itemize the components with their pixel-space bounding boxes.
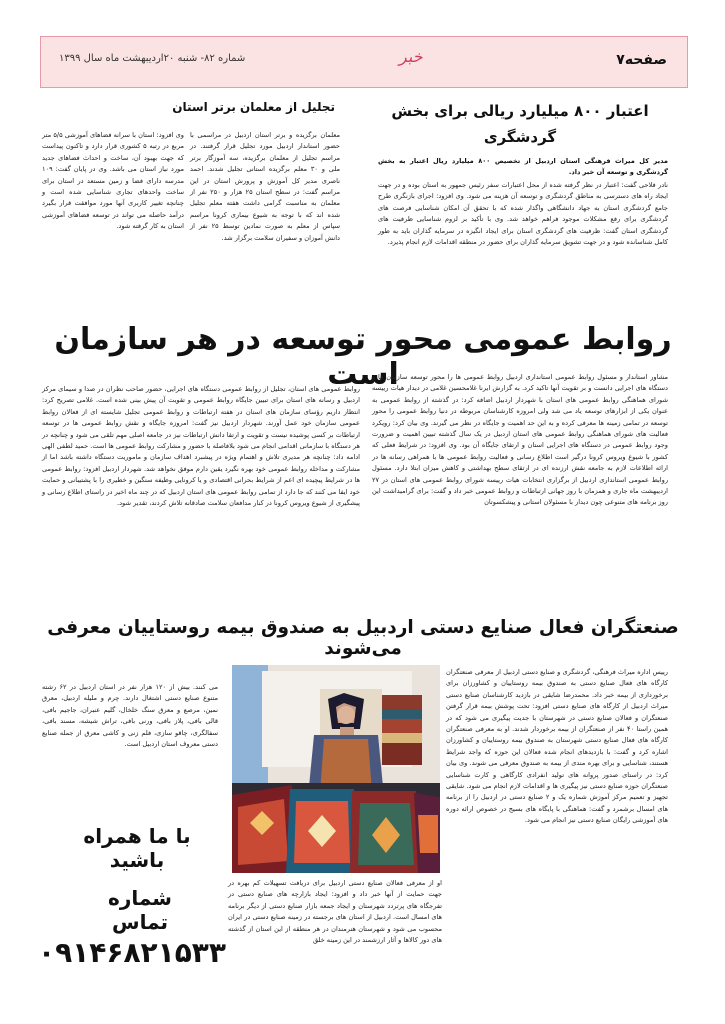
brand-logo: خبر [399,47,423,66]
headline-public-relations: روابط عمومی محور توسعه در هر سازمان است [54,322,672,392]
article-tourism-body: نادر فلاحی گفت: اعتبار در نظر گرفته شده از محل اعتبارات سفر رئیس جمهور به استان بوده و در جهت ایجاد راه های دسترسی به مناطق گردشگری و توسعه آن هزینه می شود. وی افزود: اجرای بازنگری طرح جامع گردشگری استان به جهاد دانشگاهی واگذار شده که با تحقق آن امکان شناسایی فرصت های گردشگری برای رفع مشکلات موجود فراهم خواهد شد. وی با تأکید بر لزوم شناسایی ظرفیت های گردشگری استان گفت: ظرفیت های گردشگری استان برای ایجاد انگیزه در سرمایه گذاران باید به طور کامل شناسانده شود و در جهت تشویق سرمایه گذاران برای حضور در منطقه اقدامات لازم انجام پذیرد. [378,181,668,247]
article-teachers-column-2: وی افزود: استان با سرانه فضاهای آموزشی ۵/۵ متر مربع در رتبه ۵ کشوری قرار دارد و تاکنون پیداست که جهت بهبود آن، ساخت و احداث فضاهای جدید مورد نیاز استان می باشد. وی در پایان گفت: ۱۰۹ مدرسه دارای فضا و زمین مستعد در استان برای ساخت واحدهای تجاری شناسایی شده است و چنانچه تغییر کاربری آنها مورد موافقت قرار بگیرد درآمد حاصله می تواند در توسعه فضاهای آموزشی استان به کار گرفته شود. [42,131,184,231]
article-pr-column-1: مشاور استاندار و مسئول روابط عمومی استانداری اردبیل روابط عمومی ها را محور توسعه سازمان ها و دستگاه های اجرایی دانست و بر تقویت آنها تاکید کرد. به گزارش ایرنا غلامحسین غلامی در دیدار هیات رییسه شورای هماهنگی روابط عمومی های استان با شهردار اردبیل اضافه کرد: در گذشته از روابط عمومی به عنوان یکی از ابزارهای توسعه یاد می شد ولی امروزه کارشناسان مربوطه در دنیا روابط عمومی را محور توسعه در تمامی زمینه ها معرفی کرده و به این حد اهمیت و جایگاه در نظر می گیرند. وی بیان کرد: رویکرد فعالیت های شورای هماهنگی روابط عمومی های استان اردبیل در یک سال گذشته تبیین اهمیت و ضرورت وجود روابط عمومی در دستگاه های اجرایی استان و ارتقای جایگاه آن بود. وی افزود: در شرایط فعلی که کشور با شیوع ویروس کرونا درگیر است اطلاع رسانی و فعالیت روابط عمومی ها با همراهی رسانه ها در ارائه اطلاعات لازم به جامعه نقش ارزنده ای در ارتقای سطح بهداشتی و کاهش میزان ابتلا دارد. مسئول روابط عمومی استانداری اردبیل از برگزاری انتخابات هیات رییسه شورای روابط عمومی های استان در ۲۷ اردیبهشت ماه جاری و همزمان با روز جهانی ارتباطات و روابط عمومی خبر داد و گفت: برای گرامیداشت این روز برنامه های متنوعی چون دیدار با مسئولان استانی و پیشکسوتان [372,373,668,507]
contact-phone-number: ۰۹۱۴۶۸۲۱۵۳۳ [38,936,226,969]
page-number: صفحه۷ [616,52,667,68]
article-teachers-column-1: معلمان برگزیده و برتر استان اردبیل در مراسمی با حضور استاندار اردبیل مورد تجلیل قرار گرفتند. در مراسم تجلیل از معلمان برگزیده، سه آموزگار برتر ملی و ۳۰ معلم برگزیده استانی تجلیل شدند. احمد ناصری مدیر کل آموزش و پرورش استان در این مراسم گفت: در سطح استان ۲۵ هزار و ۲۵۰ نفر از معلمان به مناسبت گرامی داشت هفته معلم تجلیل شده اند که با توجه به شیوع بیماری کرونا مراسم سپاس از معلم به صورت نمادین توسط ۲۵ نفر از دانش آموزان و سفیران سلامت برگزار شد. [190,131,340,242]
weaver-photo-graphic [232,665,440,873]
article-teachers-title: تجلیل از معلمان برتر استان [172,100,335,114]
article-tourism-title: اعتبار ۸۰۰ میلیارد ریالی برای بخش گردشگری [391,102,649,146]
contact-label: شماره تماس [108,886,172,934]
contact-tagline: با ما همراه باشید [83,824,191,872]
article-handicrafts-column-3: می کنند. بیش از ۱۲۰ هزار نفر در استان اردبیل در ۶۲ رشته متنوع صنایع دستی اشتغال دارند. چرم و ملیله اردبیل، معرق نمین، مرصع و معرق سنگ خلخال، گلیم عنبران، جاجیم بافی، قالی بافی، پلاز بافی، ورنی بافی، تراش شیشه، مسند بافی، سفالگری، چاقو سازی، فلم زنی و کاشی معرق از جمله صنایع دستی معروف استان اردبیل است. [42,683,218,749]
headline-handicrafts: صنعتگران فعال صنایع دستی اردبیل به صندوق بیمه روستاییان معرفی می‌شوند [47,617,679,659]
page-header [40,36,688,88]
article-pr-column-2: روابط عمومی های استان، تجلیل از روابط عمومی دستگاه های اجرایی، حضور صاحب نظران در صدا و سیمای مرکز اردبیل و رسانه های استان برای تبیین جایگاه روابط عمومی و تقویت آن پیش بینی شده است. غلامی تصریح کرد: انتظار داریم رؤسای سازمان های استان در هفته ارتباطات و روابط عمومی تجلیل شایسته ای از فعالان روابط عمومی سازمان خود عمل آورند. شهردار اردبیل نیز گفت: امروزه جایگاه و نقش روابط عمومی ها در توسعه ارتباطات بر کسی پوشیده نیست و تقویت و ارتقا دانش ارتباطات نیز در جامعه اصلی مهم تلقی می شود و چنانچه در هر دستگاه با سازمانی اقدامی انجام می شود بلافاصله با حضور و مشارکت روابط عمومی ها است. حمید لطفی الهی ادامه داد: چنانچه هر مدیری تلاش و اهتمام ویژه در پیشبرد اهداف سازمان و ماموریت دستگاه داشته باشد اما از مشارکت و مداخله روابط عمومی خود بهره نگیرد یقین دارم موفق نخواهد شد. شهردار اردبیل افزود: روابط عمومی ها در شرایط پیچیده ای اعم از شرایط بحرانی اقتصادی و یا کرونایی وظیفه سنگین و خطیری را با پشتیبانی و حمایت خود ایفا می کنند که جا دارد از تمامی روابط عمومی های استان اردبیل که در چند ماه اخیر در راستای اطلاع رسانی و پیشگیری از شیوع ویروس کرونا در کنار مدافعان سلامت صادقانه تلاش کردند، تقدیر شود. [42,385,360,508]
article-handicrafts-column-1: رییس اداره میراث فرهنگی، گردشگری و صنایع دستی اردبیل از معرفی صنعتگران کارگاه های فعال صنایع دستی به صندوق بیمه روستاییان و کشاورزان برای برخورداری از بیمه خبر داد. محمدرضا شایقی در بازدید کارشناسان صنایع دستی میراث اردبیل از کارگاه های صنایع دستی افزود: تحت پوشش بیمه قرار گرفتن صنعتگران و فعالان صنایع دستی در شهرستان با جدیت پیگیری می شود که در همین راستا ۴۰ نفر از صنعتگران از بیمه برخوردار شدند. او به معرفی صنعتگران کارگاه های فعال صنایع دستی شهرستان به صندوق بیمه روستاییان و کشاورزان اشاره کرد و گفت: با بازدیدهای انجام شده فعالان این حوزه که واجد شرایط هستند، شناسایی و برای بهره مندی از بیمه به صندوق معرفی می شوند. وی بیان کرد: در راستای صدور پروانه های تولید انفرادی کارگاهی و کارت شناسایی صنعتگران حوزه صنایع دستی نیز پیگیری ها و اقدامات لازم انجام می شود. شایقی تجهیز و تعمیم مرکز آموزش شماره یک و ۲ صنایع دستی در اردبیل را از برنامه های امسال برشمرد و گفت: هماهنگی با پایگاه های بسیج در خصوص ارائه دوره های آموزشی رایگان صنایع دستی نیز انجام می شود. [446,668,669,825]
issue-info: شماره ۸۲- شنبه ۲۰اردیبهشت ماه سال ۱۳۹۹ [59,53,246,64]
weaver-photo [232,665,440,873]
article-tourism-lead: مدیر کل میراث فرهنگی استان اردبیل از تخصیص ۸۰۰ میلیارد ریال اعتبار به بخش گردشگری و توسعه آن خبر داد. [378,157,668,177]
article-handicrafts-column-2: او از معرفی فعالان صنایع دستی اردبیل برای دریافت تسهیلات کم بهره در جهت حمایت از آنها خبر داد و افزود: ایجاد بازارچه های صنایع دستی در تفرجگاه های پرتردد شهرستان و ایجاد جمعه بازار صنایع دستی از دیگر برنامه های امسال است. اردبیل از استان های برجسته در زمینه صنایع دستی در ایران محسوب می شود و شهرستان هنرمندان در هر منطقه از این استان از گذشته های دور کالاها و آثار ارزشمند در این زمینه خلق [228,879,442,945]
